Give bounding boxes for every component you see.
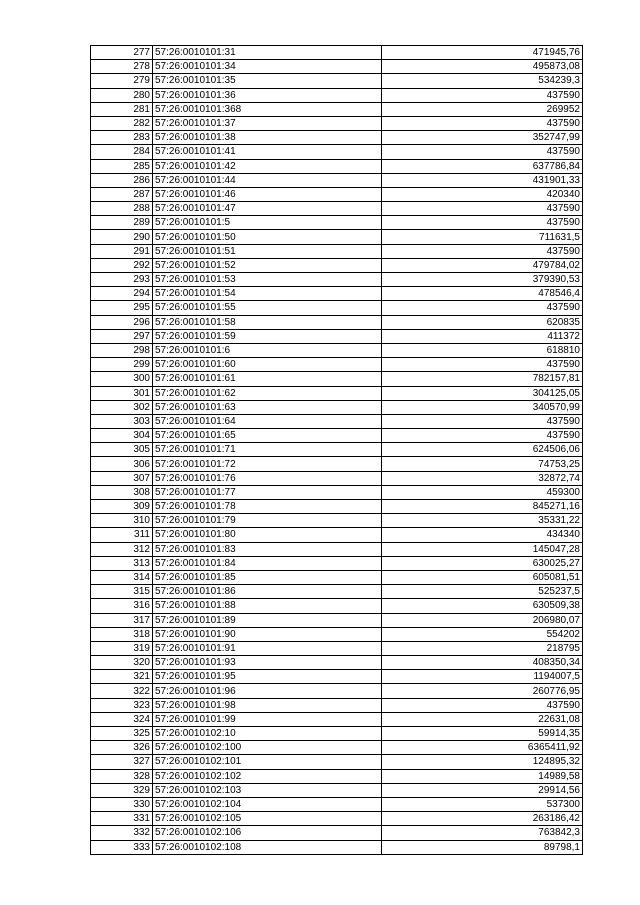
row-number-cell: 309 [91, 500, 153, 514]
cadastral-number-cell: 57:26:0010101:31 [153, 46, 382, 60]
cadastral-number-cell: 57:26:0010101:368 [153, 102, 382, 116]
table-row [91, 131, 583, 145]
cadastral-number-cell: 57:26:0010102:101 [153, 755, 382, 769]
table-row [91, 244, 583, 258]
row-number-cell: 277 [91, 46, 153, 60]
row-number-cell: 312 [91, 542, 153, 556]
cadastral-number-cell: 57:26:0010101:62 [153, 386, 382, 400]
row-number-cell: 289 [91, 216, 153, 230]
table-row [91, 258, 583, 272]
cadastral-value-cell: 618810 [382, 343, 583, 357]
cadastral-number-cell: 57:26:0010101:59 [153, 329, 382, 343]
cadastral-number-cell: 57:26:0010101:54 [153, 287, 382, 301]
row-number-cell: 297 [91, 329, 153, 343]
cadastral-number-cell: 57:26:0010101:64 [153, 414, 382, 428]
table-row [91, 386, 583, 400]
cadastral-value-cell: 437590 [382, 116, 583, 130]
table-row [91, 570, 583, 584]
cadastral-value-cell: 35331,22 [382, 514, 583, 528]
cadastral-value-cell: 1194007,5 [382, 670, 583, 684]
cadastral-value-cell: 434340 [382, 528, 583, 542]
cadastral-number-cell: 57:26:0010102:106 [153, 826, 382, 840]
cadastral-number-cell: 57:26:0010101:52 [153, 258, 382, 272]
row-number-cell: 313 [91, 556, 153, 570]
cadastral-value-cell: 437590 [382, 429, 583, 443]
table-row [91, 670, 583, 684]
cadastral-value-cell: 14989,58 [382, 769, 583, 783]
cadastral-value-cell: 340570,99 [382, 400, 583, 414]
table-row [91, 74, 583, 88]
cadastral-number-cell: 57:26:0010101:78 [153, 500, 382, 514]
table-row [91, 202, 583, 216]
table-row [91, 741, 583, 755]
cadastral-value-cell: 637786,84 [382, 159, 583, 173]
cadastral-number-cell: 57:26:0010101:84 [153, 556, 382, 570]
row-number-cell: 311 [91, 528, 153, 542]
cadastral-number-cell: 57:26:0010101:95 [153, 670, 382, 684]
row-number-cell: 280 [91, 88, 153, 102]
table-row [91, 287, 583, 301]
cadastral-number-cell: 57:26:0010101:90 [153, 627, 382, 641]
table-row [91, 500, 583, 514]
row-number-cell: 281 [91, 102, 153, 116]
cadastral-value-cell: 437590 [382, 216, 583, 230]
cadastral-value-cell: 845271,16 [382, 500, 583, 514]
cadastral-value-cell: 29914,56 [382, 783, 583, 797]
table-row [91, 485, 583, 499]
row-number-cell: 284 [91, 145, 153, 159]
cadastral-number-cell: 57:26:0010101:85 [153, 570, 382, 584]
table-row [91, 187, 583, 201]
table-row [91, 783, 583, 797]
table-row [91, 145, 583, 159]
cadastral-number-cell: 57:26:0010101:76 [153, 471, 382, 485]
row-number-cell: 331 [91, 812, 153, 826]
cadastral-number-cell: 57:26:0010101:91 [153, 641, 382, 655]
cadastral-number-cell: 57:26:0010101:51 [153, 244, 382, 258]
table-row [91, 315, 583, 329]
cadastral-value-cell: 263186,42 [382, 812, 583, 826]
cadastral-value-cell: 620835 [382, 315, 583, 329]
cadastral-value-cell: 352747,99 [382, 131, 583, 145]
row-number-cell: 296 [91, 315, 153, 329]
table-row [91, 358, 583, 372]
table-row [91, 627, 583, 641]
table-row [91, 46, 583, 60]
cadastral-number-cell: 57:26:0010102:103 [153, 783, 382, 797]
cadastral-number-cell: 57:26:0010101:41 [153, 145, 382, 159]
table-row [91, 457, 583, 471]
row-number-cell: 333 [91, 840, 153, 854]
cadastral-value-cell: 554202 [382, 627, 583, 641]
cadastral-value-cell: 782157,81 [382, 372, 583, 386]
table-row [91, 613, 583, 627]
cadastral-number-cell: 57:26:0010101:35 [153, 74, 382, 88]
table-row [91, 343, 583, 357]
row-number-cell: 294 [91, 287, 153, 301]
cadastral-value-cell: 711631,5 [382, 230, 583, 244]
cadastral-number-cell: 57:26:0010101:71 [153, 443, 382, 457]
table-row [91, 429, 583, 443]
cadastral-value-cell: 479784,02 [382, 258, 583, 272]
row-number-cell: 305 [91, 443, 153, 457]
cadastral-value-cell: 534239,3 [382, 74, 583, 88]
cadastral-value-cell: 437590 [382, 301, 583, 315]
row-number-cell: 279 [91, 74, 153, 88]
row-number-cell: 301 [91, 386, 153, 400]
cadastral-number-cell: 57:26:0010101:5 [153, 216, 382, 230]
cadastral-value-cell: 269952 [382, 102, 583, 116]
table-row [91, 528, 583, 542]
table-row [91, 443, 583, 457]
cadastral-number-cell: 57:26:0010101:99 [153, 712, 382, 726]
cadastral-number-cell: 57:26:0010102:104 [153, 797, 382, 811]
row-number-cell: 288 [91, 202, 153, 216]
cadastral-number-cell: 57:26:0010101:46 [153, 187, 382, 201]
table-row [91, 414, 583, 428]
cadastral-value-cell: 437590 [382, 358, 583, 372]
table-body [91, 46, 583, 855]
cadastral-value-cell: 32872,74 [382, 471, 583, 485]
cadastral-value-table [90, 45, 583, 855]
cadastral-number-cell: 57:26:0010101:47 [153, 202, 382, 216]
cadastral-value-cell: 379390,53 [382, 273, 583, 287]
cadastral-value-cell: 537300 [382, 797, 583, 811]
cadastral-number-cell: 57:26:0010101:36 [153, 88, 382, 102]
cadastral-value-cell: 431901,33 [382, 173, 583, 187]
cadastral-value-cell: 763842,3 [382, 826, 583, 840]
cadastral-value-cell: 605081,51 [382, 570, 583, 584]
row-number-cell: 319 [91, 641, 153, 655]
row-number-cell: 330 [91, 797, 153, 811]
row-number-cell: 322 [91, 684, 153, 698]
row-number-cell: 332 [91, 826, 153, 840]
cadastral-value-cell: 218795 [382, 641, 583, 655]
cadastral-number-cell: 57:26:0010101:61 [153, 372, 382, 386]
table-row [91, 514, 583, 528]
cadastral-value-cell: 124895,32 [382, 755, 583, 769]
cadastral-number-cell: 57:26:0010101:89 [153, 613, 382, 627]
row-number-cell: 293 [91, 273, 153, 287]
cadastral-number-cell: 57:26:0010101:80 [153, 528, 382, 542]
row-number-cell: 292 [91, 258, 153, 272]
row-number-cell: 308 [91, 485, 153, 499]
cadastral-number-cell: 57:26:0010101:53 [153, 273, 382, 287]
row-number-cell: 295 [91, 301, 153, 315]
cadastral-value-cell: 525237,5 [382, 585, 583, 599]
cadastral-number-cell: 57:26:0010101:77 [153, 485, 382, 499]
cadastral-value-cell: 22631,08 [382, 712, 583, 726]
table-row [91, 301, 583, 315]
row-number-cell: 328 [91, 769, 153, 783]
cadastral-number-cell: 57:26:0010102:100 [153, 741, 382, 755]
cadastral-number-cell: 57:26:0010101:44 [153, 173, 382, 187]
row-number-cell: 307 [91, 471, 153, 485]
table-row [91, 372, 583, 386]
table-row [91, 60, 583, 74]
table-row [91, 585, 583, 599]
cadastral-number-cell: 57:26:0010101:79 [153, 514, 382, 528]
table-row [91, 329, 583, 343]
cadastral-value-cell: 478546,4 [382, 287, 583, 301]
cadastral-number-cell: 57:26:0010101:93 [153, 656, 382, 670]
row-number-cell: 320 [91, 656, 153, 670]
row-number-cell: 291 [91, 244, 153, 258]
table-row [91, 769, 583, 783]
cadastral-value-cell: 304125,05 [382, 386, 583, 400]
cadastral-number-cell: 57:26:0010101:38 [153, 131, 382, 145]
table-row [91, 840, 583, 854]
table-row [91, 812, 583, 826]
cadastral-number-cell: 57:26:0010101:63 [153, 400, 382, 414]
cadastral-value-cell: 145047,28 [382, 542, 583, 556]
row-number-cell: 299 [91, 358, 153, 372]
table-row [91, 542, 583, 556]
cadastral-value-cell: 437590 [382, 145, 583, 159]
row-number-cell: 303 [91, 414, 153, 428]
table-row [91, 159, 583, 173]
row-number-cell: 287 [91, 187, 153, 201]
table-row [91, 641, 583, 655]
row-number-cell: 286 [91, 173, 153, 187]
table-row [91, 173, 583, 187]
cadastral-value-cell: 420340 [382, 187, 583, 201]
table-row [91, 599, 583, 613]
table-row [91, 230, 583, 244]
table-row [91, 684, 583, 698]
cadastral-value-cell: 74753,25 [382, 457, 583, 471]
cadastral-number-cell: 57:26:0010101:34 [153, 60, 382, 74]
row-number-cell: 321 [91, 670, 153, 684]
table-row [91, 797, 583, 811]
row-number-cell: 317 [91, 613, 153, 627]
cadastral-number-cell: 57:26:0010102:105 [153, 812, 382, 826]
table-row [91, 216, 583, 230]
cadastral-number-cell: 57:26:0010102:10 [153, 727, 382, 741]
cadastral-value-cell: 6365411,92 [382, 741, 583, 755]
cadastral-number-cell: 57:26:0010101:50 [153, 230, 382, 244]
cadastral-number-cell: 57:26:0010101:98 [153, 698, 382, 712]
row-number-cell: 318 [91, 627, 153, 641]
cadastral-value-cell: 437590 [382, 414, 583, 428]
row-number-cell: 300 [91, 372, 153, 386]
cadastral-number-cell: 57:26:0010102:102 [153, 769, 382, 783]
table-row [91, 698, 583, 712]
cadastral-value-cell: 260776,95 [382, 684, 583, 698]
cadastral-number-cell: 57:26:0010101:55 [153, 301, 382, 315]
cadastral-value-cell: 630509,38 [382, 599, 583, 613]
row-number-cell: 329 [91, 783, 153, 797]
table-row [91, 727, 583, 741]
table-row [91, 556, 583, 570]
cadastral-number-cell: 57:26:0010101:72 [153, 457, 382, 471]
cadastral-value-cell: 624506,06 [382, 443, 583, 457]
row-number-cell: 314 [91, 570, 153, 584]
table-row [91, 712, 583, 726]
table-row [91, 471, 583, 485]
cadastral-value-cell: 630025,27 [382, 556, 583, 570]
cadastral-value-cell: 437590 [382, 244, 583, 258]
row-number-cell: 310 [91, 514, 153, 528]
cadastral-value-cell: 437590 [382, 698, 583, 712]
cadastral-number-cell: 57:26:0010101:88 [153, 599, 382, 613]
cadastral-value-cell: 437590 [382, 202, 583, 216]
row-number-cell: 325 [91, 727, 153, 741]
row-number-cell: 306 [91, 457, 153, 471]
row-number-cell: 304 [91, 429, 153, 443]
cadastral-number-cell: 57:26:0010101:37 [153, 116, 382, 130]
table-row [91, 656, 583, 670]
cadastral-value-cell: 59914,35 [382, 727, 583, 741]
table-row [91, 102, 583, 116]
cadastral-number-cell: 57:26:0010101:6 [153, 343, 382, 357]
cadastral-number-cell: 57:26:0010101:96 [153, 684, 382, 698]
row-number-cell: 323 [91, 698, 153, 712]
row-number-cell: 285 [91, 159, 153, 173]
cadastral-value-cell: 471945,76 [382, 46, 583, 60]
row-number-cell: 302 [91, 400, 153, 414]
row-number-cell: 278 [91, 60, 153, 74]
row-number-cell: 298 [91, 343, 153, 357]
row-number-cell: 282 [91, 116, 153, 130]
cadastral-value-cell: 206980,07 [382, 613, 583, 627]
table-row [91, 88, 583, 102]
cadastral-number-cell: 57:26:0010101:42 [153, 159, 382, 173]
row-number-cell: 283 [91, 131, 153, 145]
cadastral-value-cell: 408350,34 [382, 656, 583, 670]
row-number-cell: 324 [91, 712, 153, 726]
table-row [91, 400, 583, 414]
cadastral-number-cell: 57:26:0010101:58 [153, 315, 382, 329]
table-row [91, 116, 583, 130]
row-number-cell: 290 [91, 230, 153, 244]
row-number-cell: 315 [91, 585, 153, 599]
cadastral-number-cell: 57:26:0010101:83 [153, 542, 382, 556]
row-number-cell: 316 [91, 599, 153, 613]
table-row [91, 273, 583, 287]
cadastral-value-cell: 459300 [382, 485, 583, 499]
cadastral-value-cell: 411372 [382, 329, 583, 343]
cadastral-number-cell: 57:26:0010101:60 [153, 358, 382, 372]
table-row [91, 755, 583, 769]
cadastral-number-cell: 57:26:0010102:108 [153, 840, 382, 854]
row-number-cell: 327 [91, 755, 153, 769]
table-row [91, 826, 583, 840]
cadastral-value-cell: 437590 [382, 88, 583, 102]
cadastral-number-cell: 57:26:0010101:86 [153, 585, 382, 599]
cadastral-value-cell: 89798,1 [382, 840, 583, 854]
row-number-cell: 326 [91, 741, 153, 755]
cadastral-value-cell: 495873,08 [382, 60, 583, 74]
cadastral-number-cell: 57:26:0010101:65 [153, 429, 382, 443]
